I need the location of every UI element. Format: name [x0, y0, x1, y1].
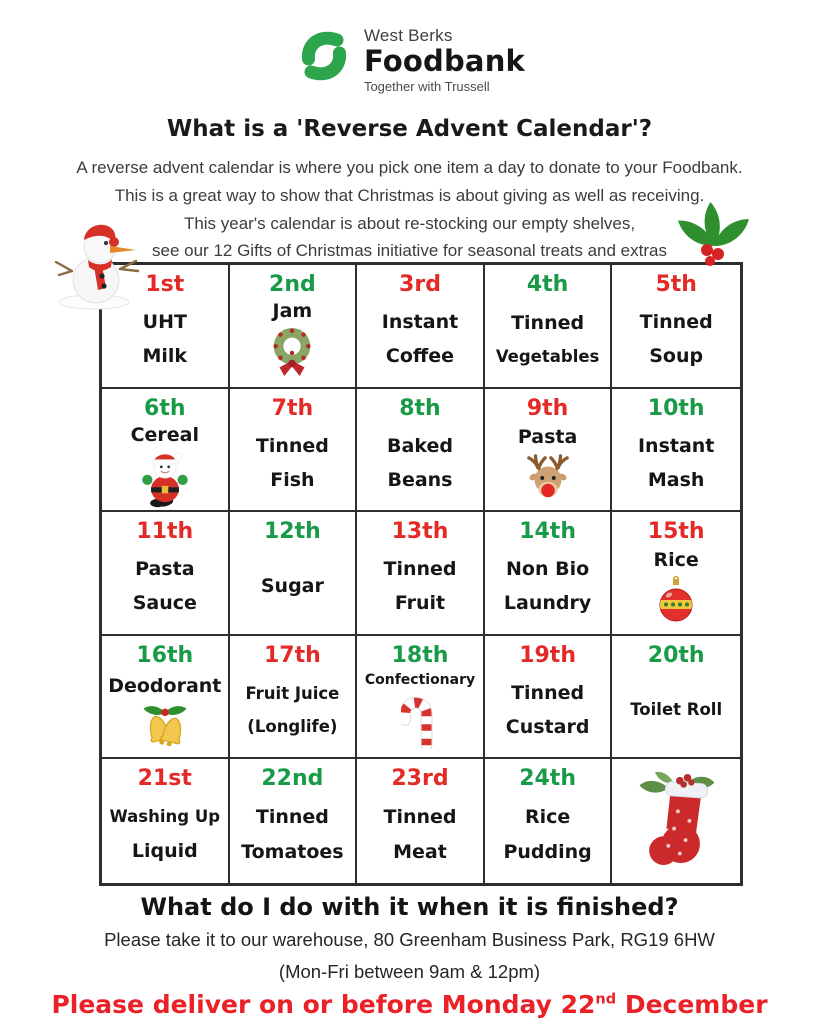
calendar-cell	[485, 759, 613, 883]
org-tagline: Together with Trussell	[363, 79, 490, 95]
cell-item-line: Tinned	[511, 681, 585, 704]
cell-item-line: UHT	[142, 310, 187, 333]
cell-day: 18th	[391, 642, 449, 668]
cell-item-line: Tinned	[511, 312, 585, 334]
cell-day: 16th	[136, 642, 194, 668]
cell-day: 24th	[519, 766, 576, 792]
deliver-deadline: Please deliver on or before Monday 22nd December	[51, 989, 768, 1019]
opening-hours: (Mon-Fri between 9am & 12pm)	[278, 960, 541, 982]
cell-item-line: Rice	[653, 549, 699, 572]
calendar-cell	[102, 389, 230, 513]
cell-item-line: Non Bio	[506, 558, 590, 581]
cell-item-line: Instant	[381, 310, 459, 333]
calendar-cell	[485, 389, 613, 513]
stocking-icon	[630, 769, 722, 869]
calendar-cell	[357, 512, 485, 636]
cell-day: 13th	[391, 519, 449, 545]
cell-item-line: Coffee	[385, 345, 455, 368]
holly-icon	[666, 188, 778, 271]
calendar-cell	[102, 759, 230, 883]
cell-day: 5th	[655, 272, 697, 297]
cell-item-line: Fruit	[394, 592, 446, 615]
cell-item-line: Fruit Juice	[245, 683, 340, 703]
cell-item-line: Pasta	[135, 558, 195, 581]
cell-day: 10th	[647, 395, 705, 421]
cell-item-line: Mash	[647, 468, 705, 491]
cell-item-line: Sugar	[260, 575, 324, 598]
cell-item-line: Cereal	[130, 423, 199, 446]
cell-item-line: Meat	[393, 841, 447, 863]
intro-line-1: A reverse advent calendar is where you pick one item a day to donate to your Foodbank.	[76, 158, 743, 178]
calendar-cell	[357, 759, 485, 883]
calendar-cell	[357, 389, 485, 513]
cell-day: 14th	[519, 519, 576, 545]
bells-icon	[136, 703, 194, 746]
cell-item-line: Beans	[387, 468, 453, 491]
calendar-cell	[102, 512, 230, 636]
calendar-cell	[230, 759, 358, 883]
cell-item-line: Tomatoes	[241, 841, 344, 863]
bauble-icon	[656, 575, 696, 625]
foodbank-logo	[0, 0, 819, 94]
cell-item-line: Pudding	[503, 841, 592, 863]
cell-item-line: Tinned	[639, 310, 713, 333]
wreath-icon	[267, 324, 317, 380]
cell-item-line: Deodorant	[108, 675, 222, 698]
cell-item-line: Washing Up	[109, 807, 221, 827]
cell-item-line: Jam	[272, 300, 313, 323]
calendar-cell	[357, 265, 485, 389]
footer	[0, 893, 819, 1019]
cell-item-line: (Longlife)	[247, 717, 338, 737]
cell-item-line: Tinned	[383, 558, 457, 581]
logo-text	[364, 26, 525, 94]
candy-cane-icon	[401, 691, 439, 749]
org-name-top: West Berks	[363, 26, 453, 45]
trussell-logo-icon	[294, 26, 354, 86]
cell-day: 11th	[136, 519, 194, 545]
cell-day: 8th	[399, 395, 441, 421]
reindeer-icon	[523, 453, 573, 501]
cell-day: 7th	[271, 395, 314, 421]
calendar-cell	[230, 389, 358, 513]
intro-line-2: This is a great way to show that Christmas is about giving as well as receiving.	[114, 185, 705, 205]
calendar-cell	[485, 512, 613, 636]
calendar-cell	[612, 759, 740, 883]
cell-day: 21st	[137, 766, 192, 792]
cell-item-line: Confectionary	[364, 672, 476, 689]
cell-item-line: Tinned	[383, 806, 457, 829]
cell-item-line: Vegetables	[495, 347, 600, 367]
page-title: What is a 'Reverse Advent Calendar'?	[166, 116, 653, 143]
cell-item-line: Sauce	[132, 592, 197, 615]
cell-item-line: Instant	[637, 434, 715, 457]
cell-item-line: Liquid	[131, 839, 198, 862]
cell-day: 15th	[647, 519, 705, 545]
calendar-cell	[230, 636, 358, 760]
calendar-cell	[612, 389, 740, 513]
cell-item-line: Toilet Roll	[630, 700, 723, 720]
cell-day: 2nd	[269, 272, 316, 297]
cell-item-line: Tinned	[255, 806, 329, 829]
cell-item-line: Fish	[270, 468, 315, 491]
cell-day: 19th	[519, 642, 576, 668]
cell-item-line: Rice	[524, 806, 571, 829]
cell-item-line: Soup	[649, 345, 704, 368]
calendar-cell	[102, 636, 230, 760]
cell-item-line: Tinned	[255, 434, 329, 457]
cell-item-line: Baked	[387, 434, 453, 457]
cell-item-line: Milk	[142, 345, 188, 368]
cell-day: 12th	[263, 519, 321, 545]
calendar-cell	[612, 512, 740, 636]
warehouse-address: Please take it to our warehouse, 80 Greenham Business Park, RG19 6HW	[104, 929, 715, 950]
cell-item-line: Pasta	[517, 426, 578, 449]
calendar-cell	[485, 636, 613, 760]
snowman-icon	[50, 219, 150, 316]
footer-title: What do I do with it when it is finished?	[140, 893, 679, 921]
calendar-cell	[485, 265, 613, 389]
org-name-main: Foodbank	[363, 44, 526, 78]
cell-day: 20th	[647, 642, 705, 668]
cell-day: 9th	[526, 395, 569, 421]
cell-day: 1st	[145, 272, 185, 297]
cell-day: 3rd	[399, 272, 441, 297]
calendar-cell	[230, 512, 358, 636]
cell-day: 23rd	[391, 766, 449, 792]
cell-day: 6th	[144, 395, 186, 421]
calendar-cell	[612, 636, 740, 760]
calendar-cell	[357, 636, 485, 760]
calendar-cell	[230, 265, 358, 389]
cell-item-line: Custard	[505, 716, 590, 739]
intro-line-4: see our 12 Gifts of Christmas initiative for seasonal treats and extras	[152, 241, 667, 261]
cell-item-line: Laundry	[503, 592, 592, 615]
cell-day: 22nd	[261, 766, 324, 792]
calendar-cell	[612, 265, 740, 389]
cell-day: 17th	[263, 642, 321, 668]
intro-line-3: This year's calendar is about re-stocking our empty shelves,	[183, 213, 636, 233]
advent-grid	[99, 262, 743, 886]
santa-icon	[139, 448, 191, 508]
cell-day: 4th	[526, 272, 569, 297]
